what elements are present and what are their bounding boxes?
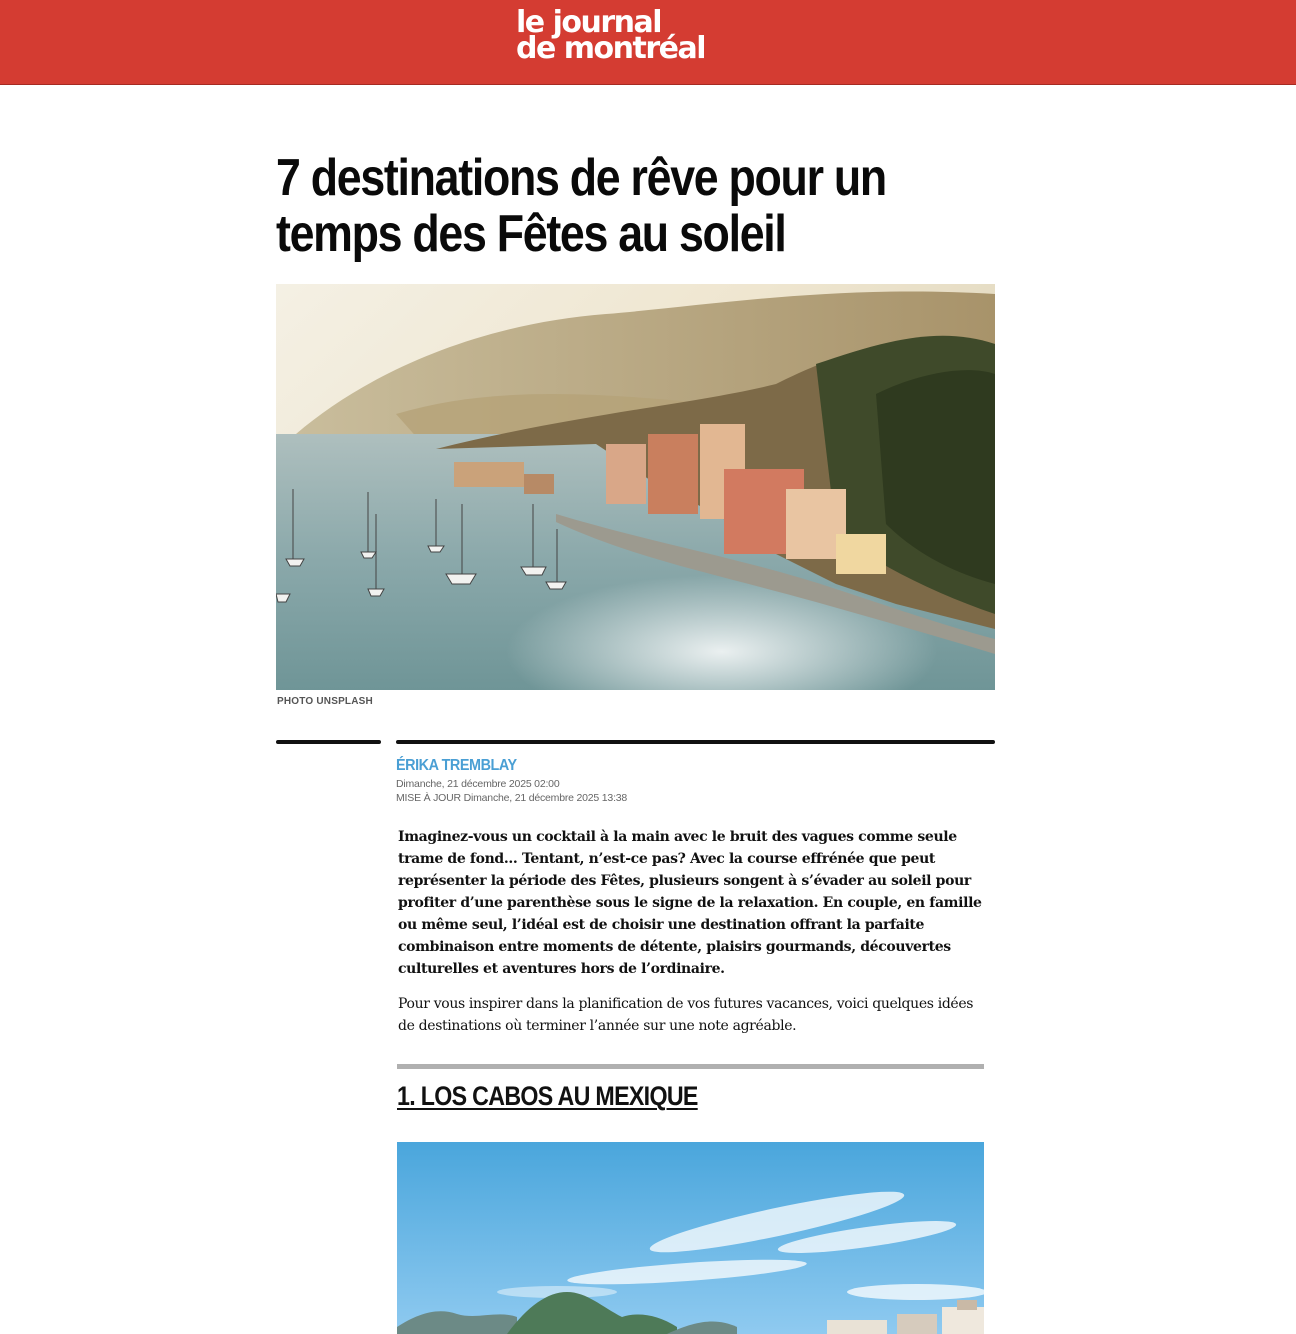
site-header: [0, 0, 1296, 85]
logo-line-1: le journal: [516, 5, 662, 40]
article-lead: Imaginez-vous un cocktail à la main avec le bruit des vagues comme seule trame de fond... Tentant, n’est-ce pas? Avec la course effrénée que peut représenter la période des Fêtes, plusieurs songent à s’évader au soleil pour profiter d’une parenthèse sous le signe de la relaxation. En couple, en famille ou même seul, l’idéal est de choisir une destination offrant la parfaite combinaison entre moments de détente, plaisirs gourmands, découvertes culturelles et aventures hors de l’ordinaire.: [398, 829, 982, 977]
divider-right: [396, 740, 995, 744]
article-title-line-1: 7 destinations de rêve pour un: [276, 149, 886, 207]
update-date: MISE À JOUR Dimanche, 21 décembre 2025 13:38: [396, 792, 628, 804]
hero-image[interactable]: [276, 284, 995, 690]
divider-left: [276, 740, 381, 744]
los-cabos-image[interactable]: [397, 1142, 984, 1334]
logo-line-2: de montréal: [516, 31, 706, 66]
section-divider: [397, 1064, 984, 1069]
author-link[interactable]: ÉRIKA TREMBLAY: [396, 757, 517, 774]
hero-coastal-village-illustration: [276, 284, 995, 690]
site-logo[interactable]: [516, 5, 766, 66]
hero-photo-credit: PHOTO UNSPLASH: [277, 696, 373, 707]
section-heading[interactable]: 1. LOS CABOS AU MEXIQUE: [397, 1081, 698, 1111]
publish-date: Dimanche, 21 décembre 2025 02:00: [396, 778, 560, 790]
los-cabos-illustration: [397, 1142, 984, 1334]
article-title-line-2: temps des Fêtes au soleil: [276, 205, 786, 263]
article-paragraph: Pour vous inspirer dans la planification de vos futures vacances, voici quelques idées de destinations où terminer l’année sur une note agréable.: [398, 996, 974, 1034]
article-title: [276, 150, 895, 262]
